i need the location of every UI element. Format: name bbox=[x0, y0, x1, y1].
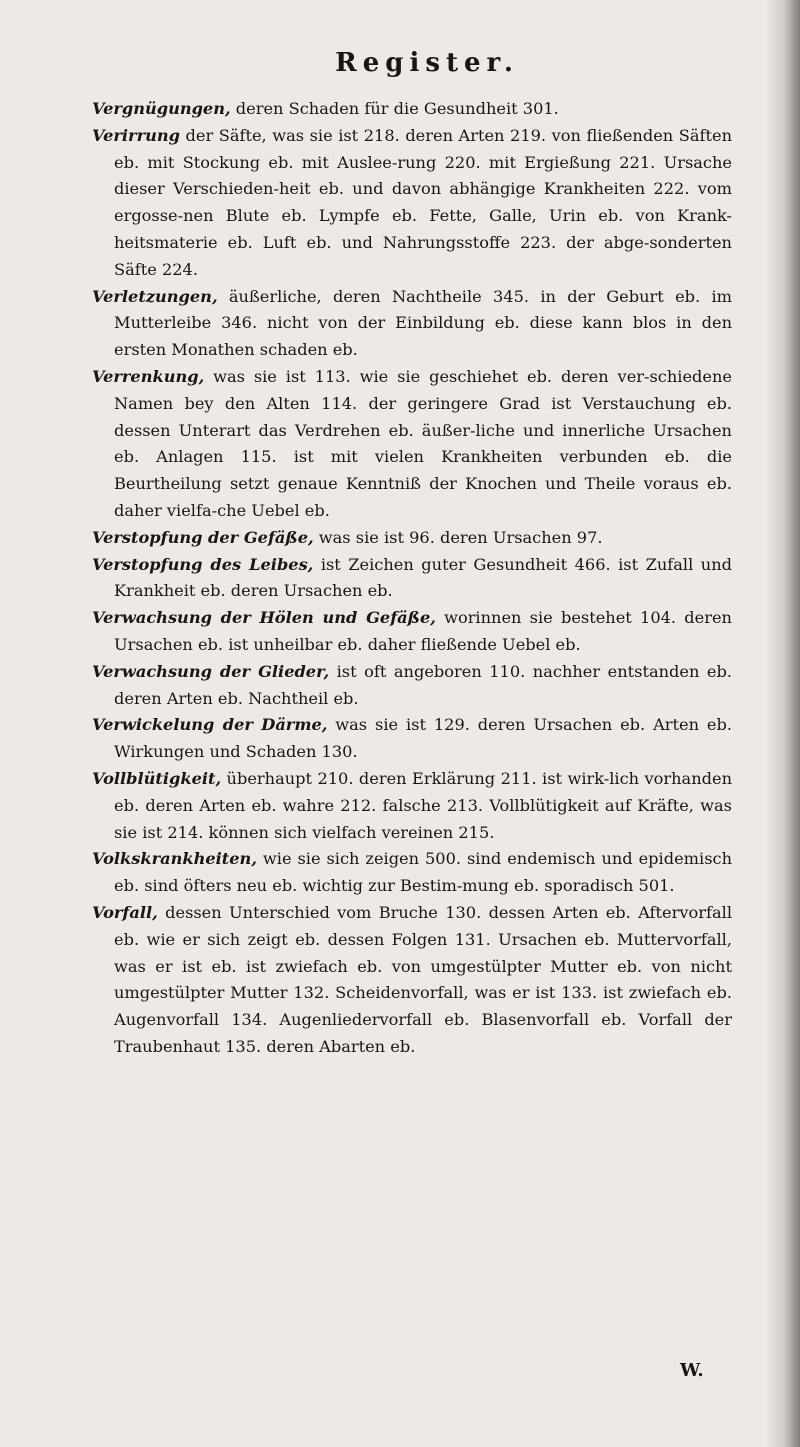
entry-body: deren Schaden für die Gesundheit 301. bbox=[230, 99, 559, 118]
entry-body: ist Zeichen guter Gesundheit 466. ist Zufall und Krankheit eb. deren Ursachen eb. bbox=[114, 554, 732, 601]
entry-head: Verrenkung, bbox=[92, 366, 205, 386]
catchword: W. bbox=[680, 1360, 704, 1381]
entry-body: äußerliche, deren Nachtheile 345. in der Geburt eb. im Mutterleibe 346. nicht von der Einbildung eb. diese kann blos in den ersten Monathen schaden eb. bbox=[114, 286, 732, 360]
page-edge-shadow bbox=[766, 0, 800, 1447]
entry-head: Verwickelung der Därme, bbox=[92, 715, 328, 735]
entry-head: Vollblütigkeit, bbox=[92, 768, 222, 788]
entry-body: der Säfte, was sie ist 218. deren Arten 219. von fließenden Säften eb. mit Stockung eb. mit Auslee-rung 220. mit Ergießung 221. Ursache dieser Verschieden-heit eb. und davon abhängige Krankheiten 222. vom ergosse-nen Blute eb. Lympfe eb. Fette, Galle, Urin eb. von Krank-heitsmaterie eb. Luft eb. und Nahrungsstoffe 223. der abge-sonderten Säfte 224. bbox=[114, 125, 732, 279]
entry-body: was sie ist 96. deren Ursachen 97. bbox=[313, 527, 603, 547]
entry-body: worinnen sie bestehet 104. deren Ursachen eb. ist unheilbar eb. daher fließende Uebel eb. bbox=[114, 608, 732, 654]
entry-head: Verirrung bbox=[92, 125, 180, 145]
entry-body: was sie ist 129. deren Ursachen eb. Arten eb. Wirkungen und Schaden 130. bbox=[114, 715, 732, 762]
register-entry bbox=[92, 96, 732, 123]
register-entry bbox=[92, 605, 732, 659]
entry-body: ist oft angeboren 110. nachher entstanden eb. deren Arten eb. Nachtheil eb. bbox=[114, 661, 732, 708]
register-entry bbox=[92, 364, 732, 525]
register-entry bbox=[92, 525, 732, 552]
entry-head: Verstopfung des Leibes, bbox=[92, 554, 314, 574]
entry-body: was sie ist 113. wie sie geschiehet eb. deren ver-schiedene Namen bey den Alten 114. der geringere Grad ist Verstauchung eb. dessen Unterart das Verdrehen eb. äußer-liche und innerliche Ursachen eb. Anlagen 115. ist mit vielen Krankheiten verbunden eb. die Beurtheilung setzt genaue Kenntniß der Knochen und Theile voraus eb. daher vielfa-che Uebel eb. bbox=[114, 366, 732, 520]
register-entry bbox=[92, 659, 732, 713]
entry-body: wie sie sich zeigen 500. sind endemisch und epidemisch eb. sind öfters neu eb. wichtig zur Bestim-mung eb. sporadisch 501. bbox=[114, 849, 732, 896]
entry-head: Verletzungen, bbox=[92, 286, 218, 306]
register-entry bbox=[92, 766, 732, 846]
entry-head: Verwachsung der Glieder, bbox=[92, 661, 330, 681]
register-entry bbox=[92, 900, 732, 1061]
register-entry bbox=[92, 552, 732, 606]
register-entry bbox=[92, 284, 732, 364]
entry-head: Verstopfung der Gefäße, bbox=[92, 527, 314, 547]
register-entry bbox=[92, 846, 732, 900]
entry-head: Vergnügungen, bbox=[92, 99, 231, 118]
entry-head: Verwachsung der Hölen und Gefäße, bbox=[92, 608, 436, 628]
entry-head: Vorfall, bbox=[92, 902, 158, 922]
register-text bbox=[92, 20, 732, 1061]
running-head: Register. bbox=[335, 48, 519, 78]
register-entry bbox=[92, 123, 732, 284]
register-entry bbox=[92, 712, 732, 766]
entry-head: Volkskrankheiten, bbox=[92, 849, 257, 869]
entry-body: überhaupt 210. deren Erklärung 211. ist wirk-lich vorhanden eb. deren Arten eb. wahre 212. falsche 213. Vollblütigkeit auf Kräfte, was sie ist 214. können sich vielfach vereinen 215. bbox=[114, 768, 732, 842]
entry-body: dessen Unterschied vom Bruche 130. dessen Arten eb. Aftervorfall eb. wie er sich zeigt eb. dessen Folgen 131. Ursachen eb. Muttervorfall, was er ist eb. ist zwiefach eb. von umgestülpter Mutter eb. von nicht umgestülpter Mutter 132. Scheidenvorfall, was er ist 133. ist zwiefach eb. Augenvorfall 134. Augenliedervorfall eb. Blasenvorfall eb. Vorfall der Traubenhaut 135. deren Abarten eb. bbox=[114, 902, 732, 1056]
